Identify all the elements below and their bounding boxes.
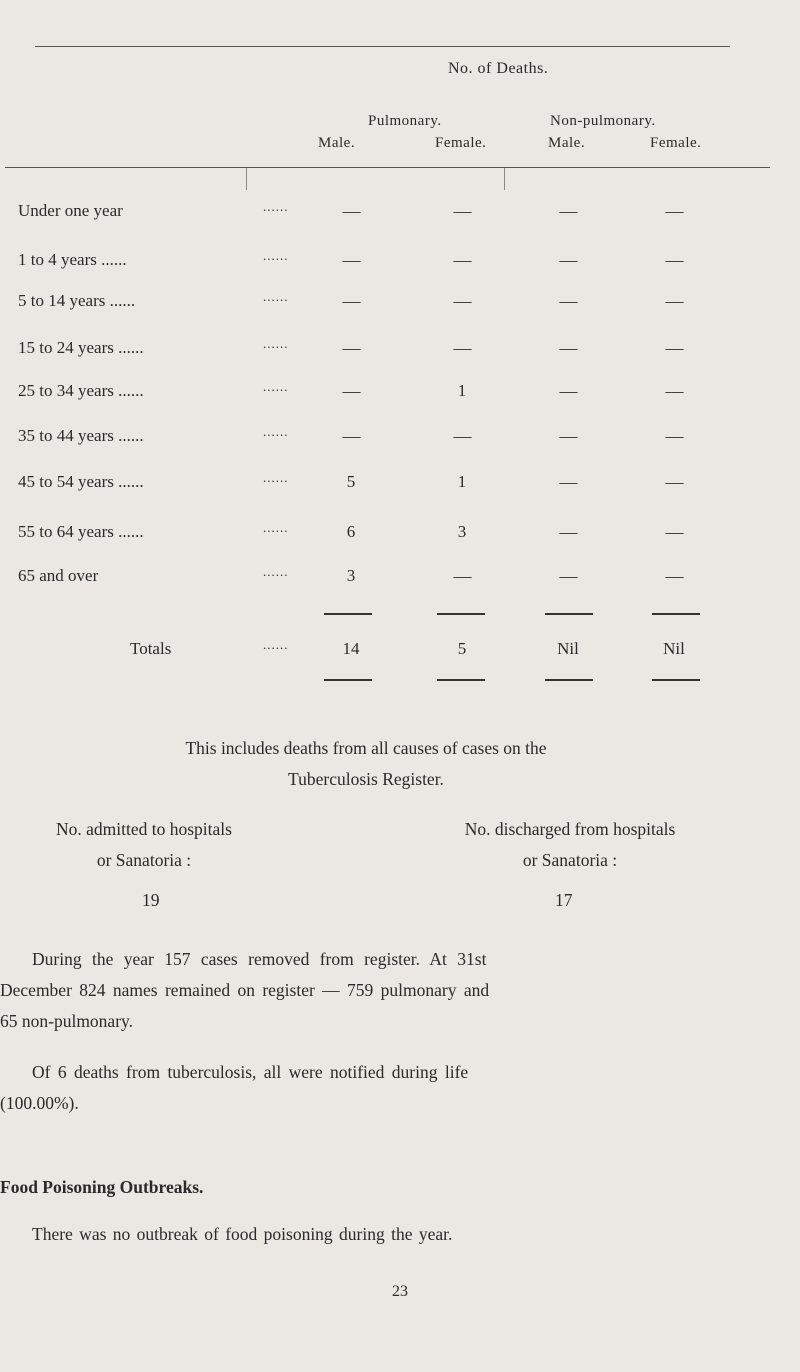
row-label: 65 and over [18,566,99,585]
table-cell: — [665,472,683,492]
table-cell: 6 [346,522,356,541]
totals-rule [652,613,700,615]
dot-leader: ...... [263,379,289,394]
register-note-line: This includes deaths from all causes of cases on the [185,738,547,758]
admitted-label [0,814,288,876]
row-label: 45 to 54 years ...... [18,472,144,491]
table-row [18,201,718,231]
table-row [18,472,718,502]
male-header: Male. [318,135,356,151]
row-label: Under one year [18,201,123,220]
totals-row [18,639,718,669]
table-cell: — [342,338,360,358]
table-cell: — [665,426,683,446]
table-cell: — [665,250,683,270]
dot-leader: ...... [263,424,289,439]
table-row [18,426,718,456]
table-cell: — [559,338,577,358]
table-cell: — [559,291,577,311]
table-cell: 14 [342,639,360,658]
table-cell: — [665,201,683,221]
register-note-line: Tuberculosis Register. [288,769,444,789]
dot-leader: ...... [263,470,289,485]
row-label: 35 to 44 years ...... [18,426,144,445]
admitted-label-line: or Sanatoria : [96,850,192,870]
paragraph-line: 65 non-pulmonary. [0,1011,134,1031]
table-cell: — [559,201,577,221]
food-poisoning-heading: Food Poisoning Outbreaks. [0,1177,204,1197]
totals-rule [324,613,372,615]
table-cell: — [559,426,577,446]
row-label: 25 to 34 years ...... [18,381,144,400]
dot-leader: ...... [263,520,289,535]
table-cell: — [453,250,471,270]
female-header: Female. [650,135,702,151]
table-cell: — [453,291,471,311]
discharged-label [408,814,732,876]
discharged-label-line: No. discharged from hospitals [464,819,676,839]
dot-leader: ...... [263,199,289,214]
table-cell: — [342,201,360,221]
row-label: 15 to 24 years ...... [18,338,144,357]
dot-leader: ...... [263,248,289,263]
table-cell: — [665,338,683,358]
page-number: 23 [392,1283,408,1300]
table-cell: — [665,566,683,586]
paragraph-line: During the year 157 cases removed from register. At 31st [32,949,487,969]
table-cell: — [559,472,577,492]
top-rule [35,46,730,47]
dot-leader: ...... [263,637,289,652]
table-row [18,250,718,280]
admitted-value: 19 [142,890,160,910]
row-label: 5 to 14 years ...... [18,291,136,310]
table-row [18,522,718,552]
table-cell: — [665,522,683,542]
table-row [18,291,718,321]
discharged-value: 17 [555,890,573,910]
table-cell: — [665,381,683,401]
table-cell: — [342,381,360,401]
table-cell: — [453,201,471,221]
register-note [0,733,732,795]
column-separator [504,168,505,190]
column-separator [246,168,247,190]
totals-rule [437,613,485,615]
admitted-label-line: No. admitted to hospitals [56,819,232,839]
table-cell: — [453,426,471,446]
pulmonary-header: Pulmonary. [368,113,442,129]
table-cell: — [559,381,577,401]
non-pulmonary-header: Non-pulmonary. [550,113,656,129]
totals-rule [545,679,593,681]
table-cell: — [559,250,577,270]
table-cell: — [665,291,683,311]
table-cell: 5 [457,639,467,658]
table-cell: 3 [457,522,467,541]
table-row [18,381,718,411]
dot-leader: ...... [263,564,289,579]
table-cell: 3 [346,566,356,585]
totals-label: Totals [130,639,172,658]
male-header: Male. [548,135,586,151]
discharged-label-line: or Sanatoria : [522,850,618,870]
paragraph-line: (100.00%). [0,1093,79,1113]
dot-leader: ...... [263,289,289,304]
header-rule [5,167,770,168]
paragraph-line: December 824 names remained on register — 759 pulmonary and [0,980,490,1000]
register-summary-paragraph [0,944,740,1037]
row-label: 1 to 4 years ...... [18,250,127,269]
table-row [18,338,718,368]
dot-leader: ...... [263,336,289,351]
table-cell: — [342,426,360,446]
totals-rule [324,679,372,681]
table-cell: Nil [663,639,685,658]
deaths-header: No. of Deaths. [448,60,549,77]
table-cell: — [559,522,577,542]
table-cell: — [559,566,577,586]
notification-paragraph [0,1057,740,1119]
table-cell: Nil [557,639,579,658]
totals-rule [545,613,593,615]
table-cell: — [453,338,471,358]
food-poisoning-text: There was no outbreak of food poisoning during the year. [32,1224,453,1244]
table-cell: 1 [457,381,467,400]
table-row [18,566,718,596]
totals-rule [437,679,485,681]
totals-rule [652,679,700,681]
female-header: Female. [435,135,487,151]
table-cell: — [342,291,360,311]
table-cell: — [453,566,471,586]
table-cell: — [342,250,360,270]
table-cell: 5 [346,472,356,491]
table-cell: 1 [457,472,467,491]
row-label: 55 to 64 years ...... [18,522,144,541]
paragraph-line: Of 6 deaths from tuberculosis, all were notified during life [32,1062,469,1082]
